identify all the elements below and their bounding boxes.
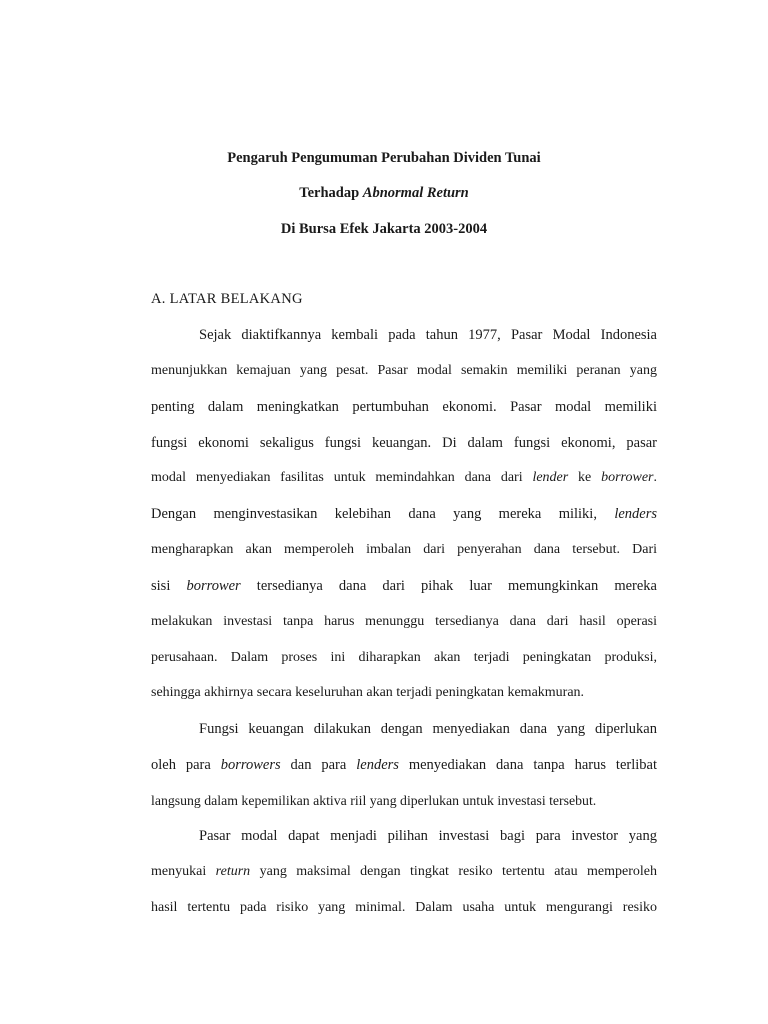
body-line: hasil tertentu pada risiko yang minimal. Dalam usaha untuk mengurangi resiko: [151, 900, 657, 915]
text-span: Dengan menginvestasikan kelebihan dana yang mereka miliki,: [151, 506, 615, 522]
italic-term: borrower: [186, 578, 241, 594]
italic-term: borrowers: [220, 757, 281, 773]
text-span: modal menyediakan fasilitas untuk memindahkan dana dari: [151, 470, 533, 485]
body-line: [151, 576, 657, 596]
body-line: menunjukkan kemajuan yang pesat. Pasar modal semakin memiliki peranan yang: [151, 363, 657, 378]
body-line: mengharapkan akan memperoleh imbalan dari penyerahan dana tersebut. Dari: [151, 542, 657, 557]
body-line: [151, 755, 657, 775]
section-heading: A. LATAR BELAKANG: [151, 291, 303, 307]
document-title-line-2: [0, 183, 768, 203]
text-span: sisi: [151, 578, 187, 594]
title-italic-term: Abnormal Return: [362, 185, 469, 201]
text-span: menyediakan dana tanpa harus terlibat: [398, 757, 657, 773]
italic-term: lenders: [614, 506, 657, 522]
body-line: Pasar modal dapat menjadi pilihan investasi bagi para investor yang: [199, 828, 657, 844]
italic-term: lenders: [356, 757, 399, 773]
document-title-line-3: Di Bursa Efek Jakarta 2003-2004: [280, 221, 488, 237]
italic-term: borrower: [601, 470, 654, 485]
body-line: penting dalam meningkatkan pertumbuhan ekonomi. Pasar modal memiliki: [151, 399, 657, 415]
italic-term: return: [215, 864, 251, 879]
title-prefix: Terhadap: [299, 185, 363, 201]
text-span: menyukai: [151, 864, 216, 879]
text-span: .: [653, 470, 657, 485]
body-line: [151, 862, 657, 882]
body-line: Sejak diaktifkannya kembali pada tahun 1977, Pasar Modal Indonesia: [199, 327, 657, 343]
text-span: ke: [568, 470, 602, 485]
body-line: melakukan investasi tanpa harus menunggu tersedianya dana dari hasil operasi: [151, 614, 657, 629]
body-line: sehingga akhirnya secara keseluruhan akan terjadi peningkatan kemakmuran.: [151, 685, 585, 700]
text-span: yang maksimal dengan tingkat resiko tertentu atau memperoleh: [250, 864, 657, 879]
text-span: dan para: [280, 757, 357, 773]
italic-term: lender: [532, 470, 569, 485]
body-line: Fungsi keuangan dilakukan dengan menyediakan dana yang diperlukan: [199, 721, 657, 737]
body-line: perusahaan. Dalam proses ini diharapkan akan terjadi peningkatan produksi,: [151, 650, 657, 665]
body-line: langsung dalam kepemilikan aktiva riil yang diperlukan untuk investasi tersebut.: [151, 793, 597, 808]
body-line: [151, 468, 657, 488]
text-span: oleh para: [151, 757, 221, 773]
text-span: tersedianya dana dari pihak luar memungkinkan mereka: [240, 578, 657, 594]
body-line: [151, 504, 657, 524]
body-line: fungsi ekonomi sekaligus fungsi keuangan. Di dalam fungsi ekonomi, pasar: [151, 435, 657, 451]
document-title-line-1: Pengaruh Pengumuman Perubahan Dividen Tunai: [227, 150, 541, 166]
